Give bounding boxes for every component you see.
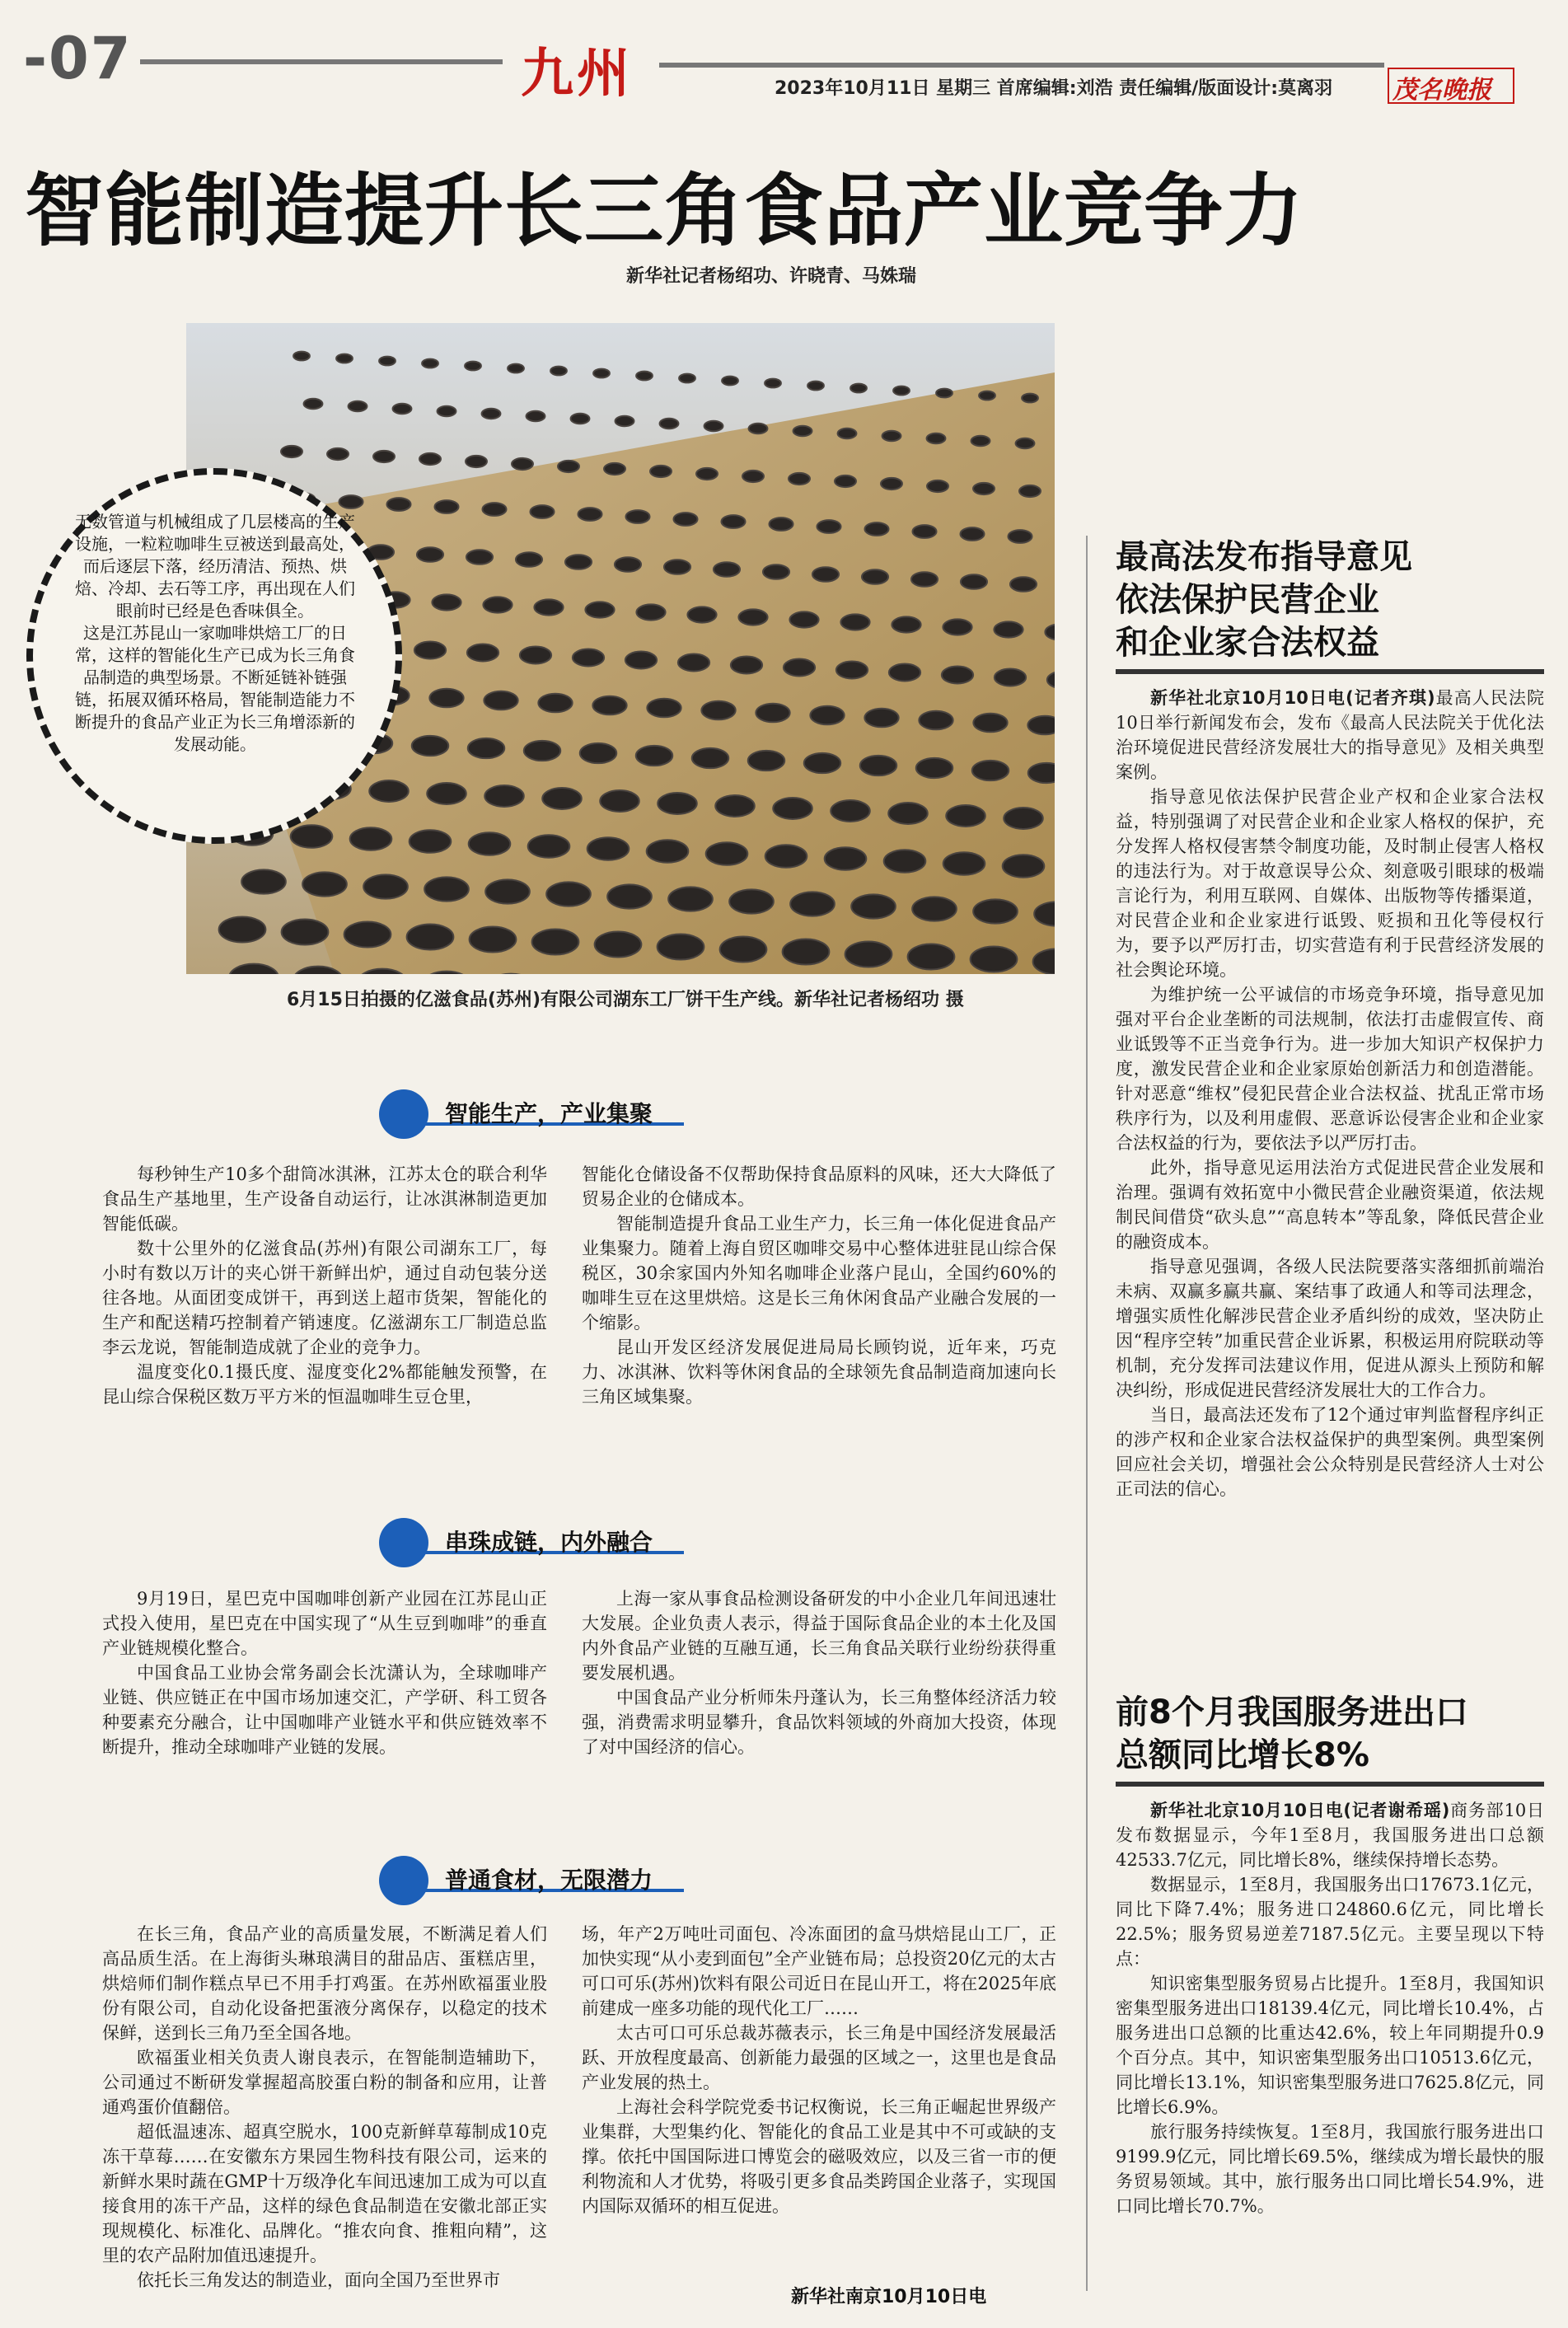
cookie — [466, 456, 487, 467]
cookie — [527, 411, 545, 421]
cookie — [971, 947, 1018, 972]
cookie — [882, 431, 901, 441]
cookie — [650, 466, 672, 477]
cookie — [789, 473, 810, 485]
cookie — [995, 669, 1026, 686]
cookie — [508, 364, 524, 373]
byline: 新华社记者杨绍功、许晓青、马姝瑞 — [626, 266, 917, 287]
cookie — [908, 944, 955, 970]
cookie — [1003, 855, 1045, 878]
header-rule-left — [140, 59, 503, 64]
cookie — [625, 510, 649, 523]
cookie — [302, 872, 347, 896]
cookie — [530, 505, 554, 518]
cookie — [585, 602, 614, 617]
title-line: 最高法发布指导意见 — [1116, 538, 1412, 576]
cookie — [363, 874, 408, 898]
cookie — [344, 922, 391, 948]
cookie — [350, 827, 392, 850]
cookie — [696, 468, 718, 480]
paragraph: 昆山开发区经济发展促进局局长顾钧说，近年来，巧克力、冰淇淋、饮料等休闲食品的全球领先食品制造商加速向长三角区域集聚。 — [582, 1337, 1056, 1407]
cookie — [532, 930, 579, 955]
cookie — [979, 391, 995, 400]
cookie — [281, 446, 302, 457]
cookie — [678, 654, 709, 672]
paragraph: 9月19日，星巴克中国咖啡创新产业园在江苏昆山正式投入使用，星巴克在中国实现了“从生豆到咖啡”的垂直产业链规模化整合。 — [102, 1589, 547, 1658]
dateline-lead: 新华社北京10月10日电(记者齐琪) — [1150, 688, 1435, 708]
cookie — [793, 426, 812, 436]
intro-paragraph: 无数管道与机械组成了几层楼高的生产设施，一粒粒咖啡生豆被送到最高处，而后逐层下落，经历清洁、预热、烘焙、冷却、去石等工序，再出现在人们眼前时已经是色香味俱全。 — [75, 512, 355, 621]
paragraph: 中国食品产业分析师朱丹蓬认为，长三角整体经济活力较强，消费需求明显攀升，食品饮料领域的外商加大投资，体现了对中国经济的信心。 — [582, 1688, 1056, 1757]
cookie — [373, 451, 395, 462]
paragraph: 此外，指导意见运用法治方式促进民营企业发展和治理。强调有效拓宽中小微民营企业融资渠道，依法规制民间借贷“砍头息”“高息转本”等乱象，降低民营企业的融资成本。 — [1116, 1158, 1544, 1252]
cookie — [546, 882, 591, 906]
cookie — [927, 480, 948, 492]
dateline-lead: 新华社北京10月10日电(记者谢希瑶) — [1150, 1801, 1450, 1820]
cookie — [484, 691, 517, 710]
cookie — [845, 942, 892, 967]
cookie — [542, 788, 582, 809]
cookie — [571, 414, 590, 424]
cookie — [528, 835, 570, 858]
cookie — [219, 917, 266, 943]
side-story-1-rule — [1116, 669, 1544, 674]
side-story-1-title — [1116, 536, 1544, 664]
cookie — [466, 550, 493, 564]
cookie — [241, 869, 286, 893]
cookie — [660, 419, 679, 429]
cookie — [804, 753, 840, 773]
cookie — [419, 453, 441, 465]
paragraph: 指导意见依法保护民营企业产权和企业家合法权益，特别强调了对民营企业和企业家人格权的保护，充分发挥人格权侵害禁令制度功能，及时制止侵害人格权的违法行为。对于故意误导公众、刻意吸引眼球的极端言论行为，利用互联网、自媒体、出版物等传播渠道，对民营企业和企业家进行诋毁、贬损和丑化等侵权行为，要予以严厉打击，切实营造有利于民营经济发展的社会舆论环境。 — [1116, 787, 1544, 980]
cookie — [520, 647, 551, 664]
cookie — [379, 357, 396, 366]
cookie — [534, 599, 563, 615]
cookie — [973, 714, 1007, 733]
cookie — [919, 711, 953, 730]
cookie — [946, 805, 985, 827]
section-dot — [379, 1518, 428, 1567]
paragraph: 智能化仓储设备不仅帮助保持食品原料的风味，还大大降低了贸易企业的仓储成本。 — [582, 1164, 1056, 1209]
section-title: 普通食材，无限潜力 — [445, 1867, 653, 1894]
cookie — [432, 594, 461, 610]
cookie — [422, 359, 438, 368]
cookie — [994, 621, 1023, 637]
cookie — [339, 495, 363, 508]
cookie — [893, 386, 910, 396]
intro-text — [71, 511, 359, 756]
paragraph: 旅行服务持续恢复。1至8月，我国旅行服务进出口9199.9亿元，同比增长69.5%，继续成为增长最快的服务贸易领域。其中，旅行服务出口同比增长54.9%，进口同比增长70.7%。 — [1116, 2122, 1544, 2216]
paragraph: 温度变化0.1摄氏度、湿度变化2%都能触发预警，在昆山综合保税区数万平方米的恒温咖啡生豆仓里， — [102, 1362, 547, 1407]
paragraph — [1116, 1798, 1544, 1872]
headline: 智能制造提升长三角食品产业竞争力 — [25, 165, 1304, 257]
cookie — [722, 377, 738, 386]
cookie — [393, 404, 412, 414]
cookie — [911, 572, 938, 587]
cookie — [721, 515, 745, 528]
side-story-2-title — [1116, 1691, 1544, 1777]
cookie — [664, 560, 690, 574]
cookie — [467, 644, 498, 662]
cookie — [336, 354, 353, 363]
cookie — [812, 567, 839, 582]
section-title: 串珠成链，内外融合 — [445, 1529, 653, 1556]
paragraph: 依托长三角发达的制造业，面向全国乃至世界市 — [137, 2270, 500, 2290]
cookie — [668, 887, 713, 911]
cookie — [636, 372, 653, 381]
cookie — [482, 503, 506, 516]
paragraph: 超低温速冻、超真空脱水，100克新鲜草莓制成10克冻干草莓……在安徽东方果园生物科技有限公司，运来的新鲜水果时蔬在GMP十万级净化车间迅速加工成为可以直接食用的冻干产品，这样的绿色食品制造在安徽北部正实现规模化、标准化、品牌化。“推农向食、推粗向精”，这里的农产品附加值迅速提升。 — [102, 2122, 547, 2265]
intro-paragraph: 这是江苏昆山一家咖啡烘焙工厂的日常，这样的智能化生产已成为长三角食品制造的典型场景。不断延链补链强链，拓展双循环格局，智能制造能力不断提升的食品产业正为长三角增添新的发展动能。 — [75, 623, 355, 754]
cookie — [647, 699, 681, 718]
cookie — [884, 850, 926, 873]
cookie — [715, 795, 755, 817]
paragraph: 中国食品工业协会常务副会长沈潇认为，全球咖啡产业链、供应链正在中国市场加速交汇，产学研、科工贸各种要素充分融合，让中国咖啡产业链水平和供应链效率不断提升，推动全球咖啡产业链的发展。 — [102, 1663, 547, 1757]
paragraph: 场，年产2万吨吐司面包、冷冻面团的盒马烘焙昆山工厂，正加快实现“从小麦到面包”全产业链布局；总投资20亿元的太古可口可乐(苏州)饮料有限公司近日在昆山开工，将在2025年底前建成一座多功能的现代化工厂…… — [582, 1924, 1056, 2018]
cookie — [600, 790, 639, 812]
cookie — [835, 475, 856, 487]
paragraph: 智能制造提升食品工业生产力，长三角一体化促进食品产业集聚力。随着上海自贸区咖啡交易中心整体进驻昆山综合保税区，30余家国内外知名咖啡企业落户昆山，全国约60%的咖啡生豆在这里烘焙。这是长三角休闲食品产业融合发展的一个缩影。 — [582, 1214, 1056, 1333]
cookie — [888, 803, 928, 824]
cookie — [636, 746, 672, 766]
cookie — [587, 837, 630, 860]
cookie — [483, 597, 512, 612]
cookie — [484, 785, 524, 807]
cookie — [973, 899, 1018, 923]
cookie — [972, 761, 1009, 780]
cookie — [615, 557, 641, 572]
column-divider — [1086, 536, 1088, 2291]
cookie — [756, 704, 789, 723]
cookie — [961, 574, 987, 589]
cookie — [407, 925, 454, 950]
cookie — [749, 424, 768, 433]
cookie — [607, 884, 652, 908]
cookie — [927, 433, 946, 443]
cookie — [960, 527, 984, 541]
title-line: 前8个月我国服务进出口 — [1116, 1693, 1468, 1731]
cookie — [410, 830, 452, 853]
article-signoff: 新华社南京10月10日电 — [791, 2287, 987, 2307]
cookie — [687, 607, 716, 622]
cookie — [892, 616, 920, 632]
paragraph: 当日，最高法还发布了12个通过审判监督程序纠正的涉产权和企业家合法权益保护的典型案例。典型案例回应社会关切，增强社会公众特别是民营经济人士对公正司法的信心。 — [1116, 1405, 1544, 1499]
header-rule-right — [659, 63, 1384, 68]
cookie — [412, 736, 448, 756]
paragraph: 指导意见强调，各级人民法院要落实落细抓前端治未病、双赢多赢共赢、案结事了政通人和等司法理念，增强实质性化解涉民营企业矛盾纠纷的成效，坚决防止因“程序空转”加重民营企业诉累，积极运用府院联动等机制，充分发挥司法建议作用，促进从源头上预防和解决纠纷，形成促进民营经济发展壮大的工作合力。 — [1116, 1257, 1544, 1400]
title-line: 和企业家合法权益 — [1116, 624, 1379, 662]
cookie — [573, 649, 604, 667]
section-dot — [379, 1856, 428, 1905]
cookie — [864, 709, 898, 728]
cookie — [1027, 716, 1055, 735]
title-line: 依法保护民营企业 — [1116, 581, 1379, 619]
cookie — [291, 825, 333, 848]
cookie — [512, 458, 533, 470]
cookie — [789, 611, 818, 627]
cookie — [765, 845, 807, 868]
paragraph: 数十公里外的亿滋食品(苏州)有限公司湖东工厂，每小时有数以万计的夹心饼干新鲜出炉，通过自动包装分送往各地。从面团变成饼干，再到送上超市货架，智能化的生产和配送精巧控制着产销速度。亿滋湖东工厂制造总监李云龙说，智能制造成就了企业的竞争力。 — [102, 1239, 547, 1357]
cookie — [783, 939, 830, 965]
paragraph: 为维护统一公平诚信的市场竞争环境，指导意见加强对平台企业垄断的司法规制，依法打击虚假宣传、商业诋毁等不正当竞争行为。进一步加大知识产权保护力度，激发民营企业和企业家原始创新活力和创造潜能。针对恶意“维权”侵犯民营企业合法权益、扰乱正常市场秩序行为，以及利用虚假、恶意诉讼侵害企业和企业家合法权益的行为，要依法予以严厉打击。 — [1116, 985, 1544, 1153]
paragraph: 上海一家从事食品检测设备研发的中小企业几年间迅速壮大发展。企业负责人表示，得益于国际食品企业的本土化及国内外食品产业链的互融互通，长三角食品关联行业纷纷获得重要发展机遇。 — [582, 1589, 1056, 1683]
section2-left-column — [102, 1586, 547, 1759]
section1-right-column — [582, 1162, 1056, 1409]
cookie — [592, 696, 626, 715]
cookie — [838, 429, 857, 438]
cookie — [625, 652, 657, 669]
cookie — [881, 478, 902, 489]
cookie — [971, 436, 990, 446]
cookie — [942, 667, 973, 684]
side-story-2-body — [1116, 1798, 1544, 2218]
cookie — [1016, 438, 1035, 448]
cookie — [720, 937, 767, 963]
cookie — [414, 642, 446, 659]
cookie — [889, 664, 920, 682]
paragraph-text: 商务部10日发布数据显示，今年1至8月，我国服务进出口总额42533.7亿元，同比增长8%，继续保持增长态势。 — [1116, 1801, 1544, 1870]
cookie — [936, 389, 953, 398]
cookie — [485, 879, 530, 903]
cookie — [765, 379, 781, 388]
cookie — [836, 662, 868, 679]
section3-right-column — [582, 1922, 1056, 2218]
paragraph: 每秒钟生产10多个甜筒冰淇淋，江苏太仓的联合利华食品生产基地里，生产设备自动运行，让冰淇淋制造更加智能低碳。 — [102, 1164, 547, 1234]
side-story-1-body — [1116, 686, 1544, 1501]
cookie — [417, 547, 443, 562]
cookie — [434, 500, 458, 513]
paragraph: 知识密集型服务贸易占比提升。1至8月，我国知识密集型服务进出口18139.4亿元，同比增长10.4%，占服务进出口总额的比重达42.6%，较上年同期提升0.9个百分点。其中，知识密集型服务出口10513.6亿元，同比增长13.1%，知识密集型服务进口7625.8亿元，同比增长6.9%。 — [1116, 1974, 1544, 2117]
cookie — [580, 743, 616, 763]
cookie — [742, 471, 764, 482]
paragraph: 数据显示，1至8月，我国服务出口17673.1亿元，同比下降7.4%；服务进口24860.6亿元，同比增长22.5%；服务贸易逆差7187.5亿元。主要呈现以下特点： — [1116, 1875, 1544, 1969]
cookie — [615, 416, 634, 426]
cookie — [604, 463, 625, 475]
cookie — [658, 934, 704, 960]
cookie — [1028, 763, 1055, 783]
page-number: -07 — [23, 25, 133, 92]
cookie — [1019, 485, 1041, 497]
cookie — [293, 352, 310, 361]
cookie — [973, 483, 995, 494]
masthead-logo: 茂名晚报 — [1392, 76, 1491, 105]
cookie — [578, 508, 601, 521]
cookie — [465, 362, 481, 371]
paragraph: 在长三角，食品产业的高质量发展，不断满足着人们高品质生活。在上海街头琳琅满目的甜品店、蛋糕店里，烘焙师们制作糕点早已不用手打鸡蛋。在苏州欧福蛋业股份有限公司，自动化设备把蛋液分离保存，以稳定的技术保鲜，送到长三角乃至全国各地。 — [102, 1924, 547, 2043]
paragraph: 太古可口可乐总裁苏薇表示，长三角是中国经济发展最活跃、开放程度最高、创新能力最强的区域之一，这里也是食品产业发展的热土。 — [582, 2023, 1056, 2092]
cookie — [524, 741, 560, 761]
cookie — [916, 758, 953, 778]
section-name: 九州 — [521, 43, 633, 105]
cookie — [538, 694, 572, 713]
cookie — [731, 657, 762, 674]
section1-left-column — [102, 1162, 547, 1409]
cookie — [912, 525, 936, 538]
cookie — [468, 738, 504, 758]
cookie — [658, 793, 697, 814]
cookie — [807, 382, 824, 391]
paragraph — [1116, 686, 1544, 785]
cookie — [595, 932, 642, 958]
cookie — [831, 800, 870, 822]
cookie — [704, 421, 723, 431]
cookie — [692, 748, 728, 768]
cookie — [1004, 808, 1043, 829]
cookie — [636, 604, 665, 620]
dateline: 2023年10月11日 星期三 首席编辑:刘浩 责任编辑/版面设计:莫离羽 — [775, 78, 1333, 99]
cookie — [714, 562, 740, 577]
cookie — [943, 619, 971, 635]
cookie — [773, 798, 812, 819]
cookie — [482, 409, 501, 419]
cookie — [862, 569, 888, 584]
cookie — [327, 448, 349, 460]
cookie — [386, 498, 410, 511]
cookie — [369, 780, 409, 802]
paragraph: 上海社会科学院党委书记权衡说，长三角正崛起世界级产业集群，大型集约化、智能化的食品工业是其中不可或缺的支撑。依托中国国际进口博览会的磁吸效应，以及三省一市的便利物流和人才优势，将吸引更多食品类跨国企业落子，实现国内国际双循环的相互促进。 — [582, 2097, 1056, 2216]
cookie — [593, 369, 610, 378]
cookie — [1022, 394, 1038, 403]
cookie — [701, 701, 735, 720]
cookie — [769, 518, 793, 531]
section2-right-column — [582, 1586, 1056, 1759]
cookie — [673, 513, 697, 526]
paragraph-text: 最高人民法院10日举行新闻发布会，发布《最高人民法院关于优化法治环境促进民营经济发展壮大的指导意见》及相关典型案例。 — [1116, 688, 1544, 782]
cookie — [1010, 577, 1037, 592]
cookie — [729, 889, 774, 913]
cookie — [282, 920, 329, 945]
paragraph: 欧福蛋业相关负责人谢良表示，在智能制造辅助下，公司通过不断研发掌握超高胶蛋白粉的制备和应用，让普通鸡蛋价值翻倍。 — [102, 2048, 547, 2117]
cookie — [817, 520, 840, 533]
cookie — [429, 689, 463, 708]
cookie — [438, 406, 456, 416]
cookie — [469, 832, 511, 855]
cookie — [810, 706, 844, 725]
cookie — [790, 892, 835, 916]
cookie — [825, 847, 867, 870]
section3-left-column — [102, 1922, 547, 2293]
cookie — [516, 552, 542, 567]
cookie — [784, 659, 815, 677]
cookie — [763, 564, 789, 579]
cookie — [943, 852, 985, 875]
cookie — [738, 609, 767, 625]
section-dot — [379, 1089, 428, 1139]
cookie — [679, 374, 695, 383]
cookie — [565, 555, 592, 569]
cookie — [748, 751, 784, 771]
cookie — [864, 522, 888, 536]
cookie — [558, 461, 579, 472]
cookie — [860, 756, 896, 775]
cookie — [304, 399, 323, 409]
cookie — [706, 842, 748, 865]
title-line: 总额同比增长8% — [1116, 1736, 1369, 1774]
section-title: 智能生产，产业集聚 — [445, 1100, 653, 1127]
cookie — [851, 894, 896, 918]
photo-caption: 6月15日拍摄的亿滋食品(苏州)有限公司湖东工厂饼干生产线。新华社记者杨绍功 摄 — [287, 990, 964, 1010]
cookie — [850, 384, 867, 393]
cookie — [349, 401, 367, 411]
cookie — [424, 877, 469, 901]
cookie — [470, 927, 517, 953]
cookie — [1008, 530, 1032, 543]
cookie — [550, 367, 567, 376]
cookie — [912, 897, 957, 920]
side-story-2-rule — [1116, 1782, 1544, 1787]
cookie — [427, 783, 466, 804]
cookie — [840, 614, 869, 630]
cookie — [647, 840, 689, 863]
